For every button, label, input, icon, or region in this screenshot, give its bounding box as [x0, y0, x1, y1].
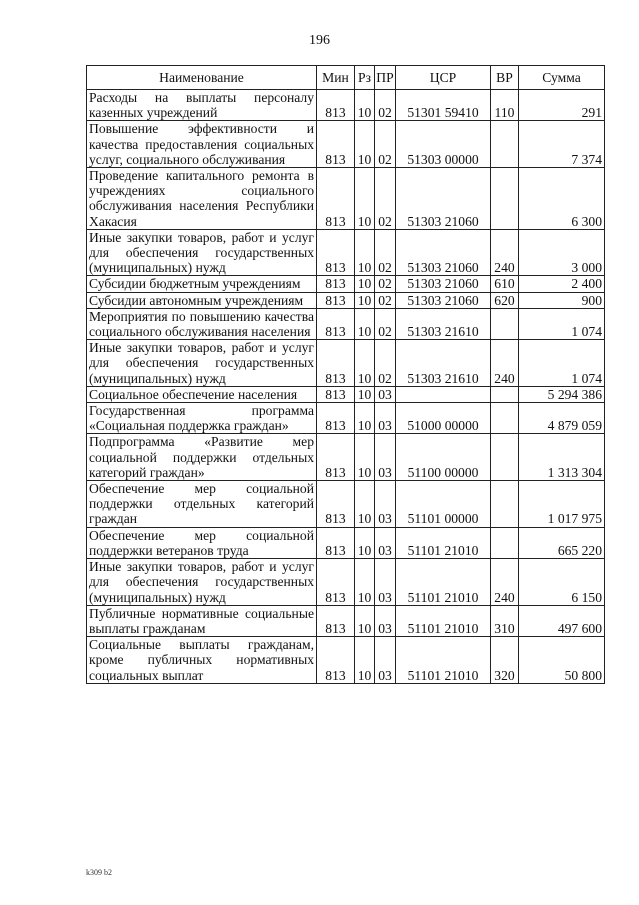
- cell-pr: 03: [375, 481, 396, 528]
- cell-name: Субсидии бюджетным учреждениям: [87, 276, 317, 292]
- cell-name: Государственная программа «Социальная поддержка граждан»: [87, 403, 317, 434]
- cell-name: Проведение капитального ремонта в учреждениях социального обслуживания населения Республики Хакасия: [87, 168, 317, 230]
- cell-vr: [491, 403, 519, 434]
- header-vr: ВР: [491, 66, 519, 90]
- cell-pr: 02: [375, 308, 396, 339]
- table-row: [87, 229, 605, 276]
- cell-sum: 3 000: [519, 229, 605, 276]
- cell-vr: 240: [491, 229, 519, 276]
- cell-pr: 03: [375, 386, 396, 402]
- budget-table: [86, 65, 605, 684]
- page-number: 196: [309, 33, 330, 48]
- cell-rz: 10: [355, 481, 375, 528]
- cell-min: 813: [317, 276, 355, 292]
- cell-min: 813: [317, 308, 355, 339]
- cell-pr: 03: [375, 403, 396, 434]
- cell-rz: 10: [355, 527, 375, 558]
- cell-pr: 02: [375, 340, 396, 387]
- cell-pr: 02: [375, 292, 396, 308]
- cell-min: 813: [317, 340, 355, 387]
- table-row: [87, 168, 605, 230]
- cell-name: Повышение эффективности и качества предоставления социальных услуг, социального обслуживания: [87, 121, 317, 168]
- cell-csr: 51303 00000: [396, 121, 491, 168]
- cell-pr: 02: [375, 276, 396, 292]
- cell-min: 813: [317, 434, 355, 481]
- table-row: [87, 90, 605, 121]
- cell-csr: 51000 00000: [396, 403, 491, 434]
- cell-name: Обеспечение мер социальной поддержки отдельных категорий граждан: [87, 481, 317, 528]
- cell-name: Мероприятия по повышению качества социального обслуживания населения: [87, 308, 317, 339]
- cell-csr: 51101 00000: [396, 481, 491, 528]
- cell-pr: 03: [375, 434, 396, 481]
- cell-vr: 240: [491, 559, 519, 606]
- cell-min: 813: [317, 637, 355, 684]
- table-row: [87, 605, 605, 636]
- table-row: [87, 403, 605, 434]
- cell-rz: 10: [355, 559, 375, 606]
- header-csr: ЦСР: [396, 66, 491, 90]
- cell-vr: 320: [491, 637, 519, 684]
- cell-min: 813: [317, 229, 355, 276]
- table-row: [87, 434, 605, 481]
- cell-vr: 610: [491, 276, 519, 292]
- cell-name: Иные закупки товаров, работ и услуг для обеспечения государственных (муниципальных) нужд: [87, 340, 317, 387]
- cell-rz: 10: [355, 605, 375, 636]
- cell-pr: 03: [375, 527, 396, 558]
- table-row: [87, 386, 605, 402]
- cell-vr: [491, 481, 519, 528]
- cell-sum: 7 374: [519, 121, 605, 168]
- cell-rz: 10: [355, 340, 375, 387]
- table-row: [87, 527, 605, 558]
- cell-vr: 620: [491, 292, 519, 308]
- cell-rz: 10: [355, 90, 375, 121]
- cell-sum: 6 150: [519, 559, 605, 606]
- cell-csr: 51303 21060: [396, 168, 491, 230]
- cell-sum: 1 074: [519, 340, 605, 387]
- cell-min: 813: [317, 292, 355, 308]
- header-pr: ПР: [375, 66, 396, 90]
- cell-name: Расходы на выплаты персоналу казенных учреждений: [87, 90, 317, 121]
- cell-sum: 1 017 975: [519, 481, 605, 528]
- cell-rz: 10: [355, 121, 375, 168]
- cell-vr: [491, 121, 519, 168]
- cell-csr: 51303 21610: [396, 340, 491, 387]
- cell-sum: 900: [519, 292, 605, 308]
- cell-vr: 240: [491, 340, 519, 387]
- cell-sum: 1 313 304: [519, 434, 605, 481]
- cell-pr: 02: [375, 90, 396, 121]
- cell-sum: 6 300: [519, 168, 605, 230]
- cell-name: Социальное обеспечение населения: [87, 386, 317, 402]
- cell-csr: 51301 59410: [396, 90, 491, 121]
- cell-rz: 10: [355, 403, 375, 434]
- table-row: [87, 559, 605, 606]
- cell-rz: 10: [355, 229, 375, 276]
- table-row: [87, 276, 605, 292]
- cell-csr: 51101 21010: [396, 637, 491, 684]
- cell-vr: [491, 308, 519, 339]
- cell-pr: 03: [375, 637, 396, 684]
- table-body: [87, 90, 605, 684]
- cell-pr: 03: [375, 605, 396, 636]
- cell-rz: 10: [355, 168, 375, 230]
- header-rz: Рз: [355, 66, 375, 90]
- cell-sum: 4 879 059: [519, 403, 605, 434]
- document-code: k309 b2: [86, 868, 112, 877]
- cell-csr: [396, 386, 491, 402]
- cell-sum: 291: [519, 90, 605, 121]
- table-row: [87, 481, 605, 528]
- cell-name: Субсидии автономным учреждениям: [87, 292, 317, 308]
- cell-min: 813: [317, 403, 355, 434]
- cell-min: 813: [317, 121, 355, 168]
- cell-csr: 51303 21060: [396, 276, 491, 292]
- cell-sum: 5 294 386: [519, 386, 605, 402]
- cell-csr: 51101 21010: [396, 559, 491, 606]
- table-row: [87, 292, 605, 308]
- cell-rz: 10: [355, 276, 375, 292]
- cell-pr: 02: [375, 168, 396, 230]
- cell-rz: 10: [355, 434, 375, 481]
- cell-rz: 10: [355, 308, 375, 339]
- cell-name: Подпрограмма «Развитие мер социальной поддержки отдельных категорий граждан»: [87, 434, 317, 481]
- cell-vr: [491, 527, 519, 558]
- cell-min: 813: [317, 90, 355, 121]
- cell-min: 813: [317, 481, 355, 528]
- cell-sum: 665 220: [519, 527, 605, 558]
- table-row: [87, 308, 605, 339]
- cell-csr: 51303 21060: [396, 229, 491, 276]
- cell-name: Обеспечение мер социальной поддержки ветеранов труда: [87, 527, 317, 558]
- cell-min: 813: [317, 386, 355, 402]
- cell-min: 813: [317, 605, 355, 636]
- cell-name: Иные закупки товаров, работ и услуг для обеспечения государственных (муниципальных) нужд: [87, 229, 317, 276]
- table-header-row: [87, 66, 605, 90]
- cell-name: Публичные нормативные социальные выплаты гражданам: [87, 605, 317, 636]
- cell-csr: 51101 21010: [396, 527, 491, 558]
- cell-vr: [491, 386, 519, 402]
- cell-rz: 10: [355, 292, 375, 308]
- cell-csr: 51101 21010: [396, 605, 491, 636]
- cell-csr: 51303 21060: [396, 292, 491, 308]
- table-row: [87, 637, 605, 684]
- cell-min: 813: [317, 559, 355, 606]
- cell-pr: 02: [375, 229, 396, 276]
- cell-csr: 51100 00000: [396, 434, 491, 481]
- cell-vr: [491, 434, 519, 481]
- cell-sum: 50 800: [519, 637, 605, 684]
- cell-name: Иные закупки товаров, работ и услуг для обеспечения государственных (муниципальных) нужд: [87, 559, 317, 606]
- cell-pr: 02: [375, 121, 396, 168]
- table-row: [87, 121, 605, 168]
- cell-name: Социальные выплаты гражданам, кроме публичных нормативных социальных выплат: [87, 637, 317, 684]
- cell-csr: 51303 21610: [396, 308, 491, 339]
- cell-vr: 110: [491, 90, 519, 121]
- cell-min: 813: [317, 168, 355, 230]
- cell-sum: 1 074: [519, 308, 605, 339]
- cell-vr: 310: [491, 605, 519, 636]
- cell-rz: 10: [355, 386, 375, 402]
- cell-pr: 03: [375, 559, 396, 606]
- header-name: Наименование: [87, 66, 317, 90]
- cell-vr: [491, 168, 519, 230]
- cell-sum: 497 600: [519, 605, 605, 636]
- header-min: Мин: [317, 66, 355, 90]
- cell-rz: 10: [355, 637, 375, 684]
- cell-min: 813: [317, 527, 355, 558]
- header-sum: Сумма: [519, 66, 605, 90]
- table-row: [87, 340, 605, 387]
- cell-sum: 2 400: [519, 276, 605, 292]
